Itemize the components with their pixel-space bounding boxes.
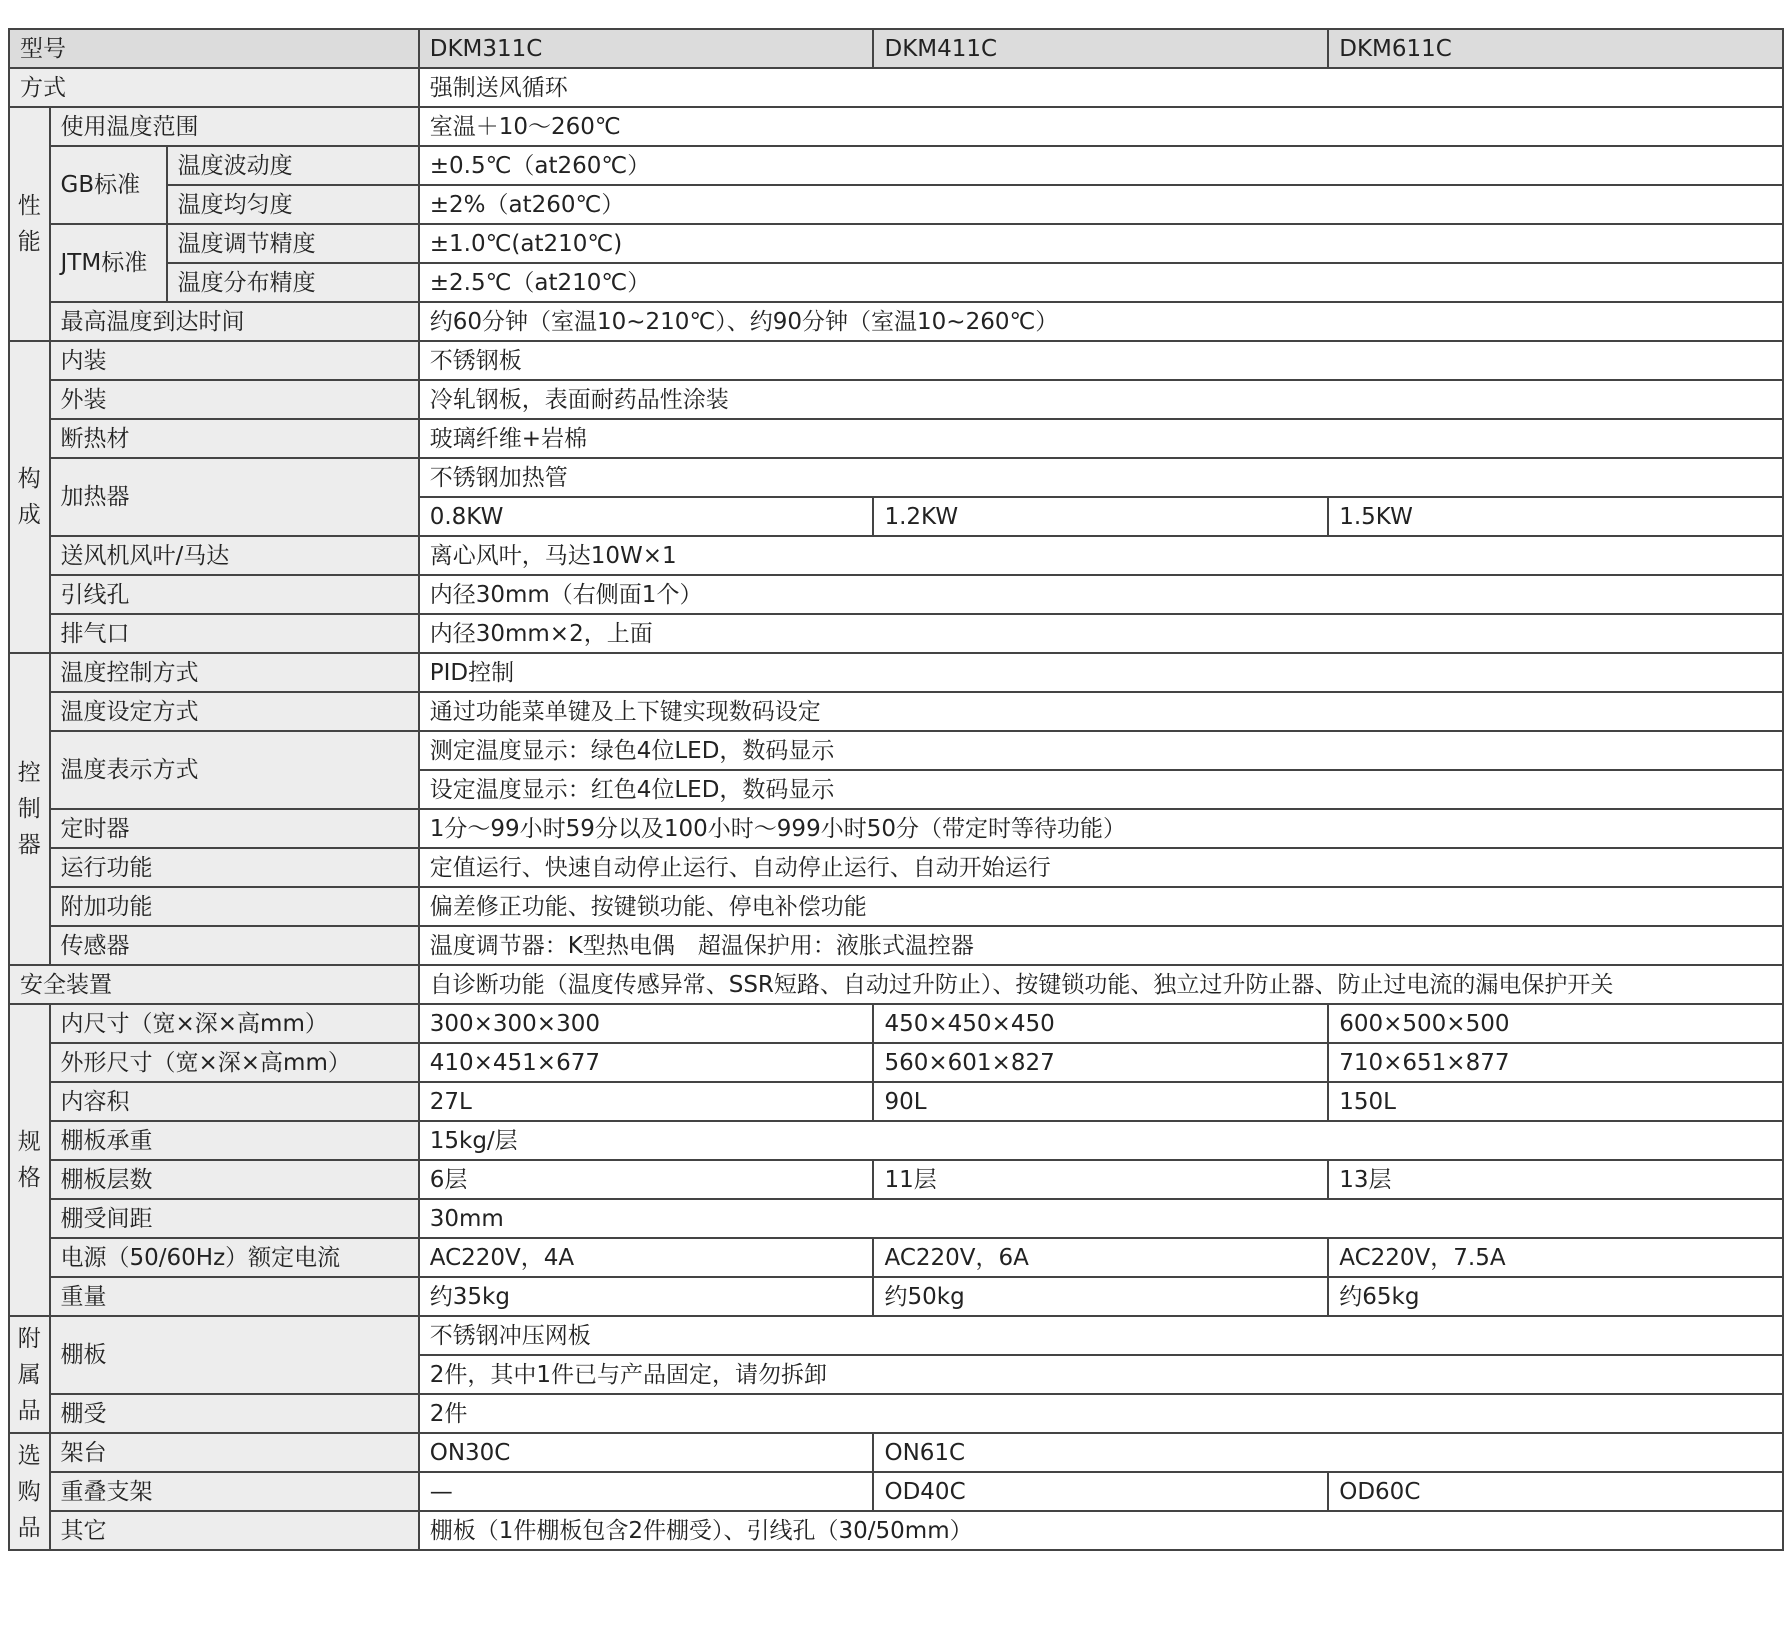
row-value: 内径30mm（右侧面1个） <box>419 575 1783 614</box>
row-value: 300×300×300 <box>419 1004 874 1043</box>
row-label: 电源（50/60Hz）额定电流 <box>50 1238 419 1277</box>
row-value: ON61C <box>873 1433 1783 1472</box>
row-label: 棚受 <box>50 1394 419 1433</box>
row-label: 温度控制方式 <box>50 653 419 692</box>
row-label: 方式 <box>9 68 419 107</box>
table-row <box>9 107 1783 146</box>
row-value: 不锈钢板 <box>419 341 1783 380</box>
row-value: 410×451×677 <box>419 1043 874 1082</box>
table-row <box>9 653 1783 692</box>
table-row <box>9 848 1783 887</box>
row-value: 约60分钟（室温10~210℃）、约90分钟（室温10~260℃） <box>419 302 1783 341</box>
table-row <box>9 302 1783 341</box>
row-value: 冷轧钢板，表面耐药品性涂装 <box>419 380 1783 419</box>
row-value: 2件 <box>419 1394 1783 1433</box>
row-value: 15kg/层 <box>419 1121 1783 1160</box>
row-label: 附加功能 <box>50 887 419 926</box>
table-row <box>9 887 1783 926</box>
row-value: OD40C <box>873 1472 1328 1511</box>
group-construction: 构成 <box>9 341 50 653</box>
table-row <box>9 692 1783 731</box>
row-value: 150L <box>1328 1082 1783 1121</box>
row-value: 1.5KW <box>1328 497 1783 536</box>
model-3: DKM611C <box>1328 29 1783 68</box>
row-value: 27L <box>419 1082 874 1121</box>
row-value: ON30C <box>419 1433 874 1472</box>
row-value: 6层 <box>419 1160 874 1199</box>
row-label: 棚板 <box>50 1316 419 1394</box>
table-row <box>9 380 1783 419</box>
table-row <box>9 809 1783 848</box>
row-value: 约65kg <box>1328 1277 1783 1316</box>
row-value: 710×651×877 <box>1328 1043 1783 1082</box>
group-performance: 性能 <box>9 107 50 341</box>
row-value: 通过功能菜单键及上下键实现数码设定 <box>419 692 1783 731</box>
row-value: 温度调节器：K型热电偶 超温保护用：液胀式温控器 <box>419 926 1783 965</box>
group-controller: 控制器 <box>9 653 50 965</box>
row-value: ±2.5℃（at210℃） <box>419 263 1783 302</box>
table-row <box>9 458 1783 497</box>
row-value: 离心风叶，马达10W×1 <box>419 536 1783 575</box>
row-label: 温度均匀度 <box>167 185 419 224</box>
row-value: PID控制 <box>419 653 1783 692</box>
row-label: 架台 <box>50 1433 419 1472</box>
table-row <box>9 1511 1783 1550</box>
row-label: 加热器 <box>50 458 419 536</box>
row-value: 11层 <box>873 1160 1328 1199</box>
row-label: 内尺寸（宽×深×高mm） <box>50 1004 419 1043</box>
table-row <box>9 146 1783 185</box>
table-row <box>9 926 1783 965</box>
row-label: 内装 <box>50 341 419 380</box>
row-value: 450×450×450 <box>873 1004 1328 1043</box>
row-label: 棚受间距 <box>50 1199 419 1238</box>
row-value: 560×601×827 <box>873 1043 1328 1082</box>
row-value: ±0.5℃（at260℃） <box>419 146 1783 185</box>
row-label: 使用温度范围 <box>50 107 419 146</box>
row-value: 0.8KW <box>419 497 874 536</box>
table-row <box>9 419 1783 458</box>
row-value: 棚板（1件棚板包含2件棚受）、引线孔（30/50mm） <box>419 1511 1783 1550</box>
row-label: 安全装置 <box>9 965 419 1004</box>
table-row <box>9 731 1783 770</box>
row-label: 送风机风叶/马达 <box>50 536 419 575</box>
table-row <box>9 1472 1783 1511</box>
row-value: AC220V，4A <box>419 1238 874 1277</box>
row-label: 棚板层数 <box>50 1160 419 1199</box>
row-label: 定时器 <box>50 809 419 848</box>
row-value: 90L <box>873 1082 1328 1121</box>
row-value: AC220V，6A <box>873 1238 1328 1277</box>
table-row <box>9 536 1783 575</box>
spec-table <box>8 28 1784 1551</box>
table-row <box>9 1316 1783 1355</box>
table-row <box>9 965 1783 1004</box>
model-1: DKM311C <box>419 29 874 68</box>
row-label: 温度调节精度 <box>167 224 419 263</box>
table-row <box>9 185 1783 224</box>
row-label: 外形尺寸（宽×深×高mm） <box>50 1043 419 1082</box>
table-row <box>9 1199 1783 1238</box>
row-label: 内容积 <box>50 1082 419 1121</box>
group-specs: 规格 <box>9 1004 50 1316</box>
row-label: 温度表示方式 <box>50 731 419 809</box>
table-row <box>9 575 1783 614</box>
row-value: 定值运行、快速自动停止运行、自动停止运行、自动开始运行 <box>419 848 1783 887</box>
row-label: 重叠支架 <box>50 1472 419 1511</box>
row-value: 玻璃纤维+岩棉 <box>419 419 1783 458</box>
row-label: 重量 <box>50 1277 419 1316</box>
header-row <box>9 29 1783 68</box>
row-value: 13层 <box>1328 1160 1783 1199</box>
row-value: 600×500×500 <box>1328 1004 1783 1043</box>
row-value: — <box>419 1472 874 1511</box>
table-row <box>9 224 1783 263</box>
row-value: ±2%（at260℃） <box>419 185 1783 224</box>
row-value: OD60C <box>1328 1472 1783 1511</box>
row-value: 2件，其中1件已与产品固定，请勿拆卸 <box>419 1355 1783 1394</box>
row-label: 温度波动度 <box>167 146 419 185</box>
subgroup-jtm: JTM标准 <box>50 224 167 302</box>
model-2: DKM411C <box>873 29 1328 68</box>
table-row <box>9 1004 1783 1043</box>
table-row <box>9 68 1783 107</box>
table-row <box>9 263 1783 302</box>
subgroup-gb: GB标准 <box>50 146 167 224</box>
row-value: 1.2KW <box>873 497 1328 536</box>
row-value: 自诊断功能（温度传感异常、SSR短路、自动过升防止）、按键锁功能、独立过升防止器、防止过电流的漏电保护开关 <box>419 965 1783 1004</box>
table-row <box>9 1238 1783 1277</box>
row-value: 偏差修正功能、按键锁功能、停电补偿功能 <box>419 887 1783 926</box>
row-label: 棚板承重 <box>50 1121 419 1160</box>
row-label: 运行功能 <box>50 848 419 887</box>
table-row <box>9 1082 1783 1121</box>
row-value: 30mm <box>419 1199 1783 1238</box>
table-row <box>9 614 1783 653</box>
table-row <box>9 1277 1783 1316</box>
row-value: 室温＋10～260℃ <box>419 107 1783 146</box>
row-value: 1分～99小时59分以及100小时～999小时50分（带定时等待功能） <box>419 809 1783 848</box>
row-label: 断热材 <box>50 419 419 458</box>
table-row <box>9 1121 1783 1160</box>
row-label: 温度分布精度 <box>167 263 419 302</box>
row-value: 不锈钢加热管 <box>419 458 1783 497</box>
group-options: 选购品 <box>9 1433 50 1550</box>
row-value: ±1.0℃(at210℃) <box>419 224 1783 263</box>
row-value: 强制送风循环 <box>419 68 1783 107</box>
row-label: 引线孔 <box>50 575 419 614</box>
row-value: 不锈钢冲压网板 <box>419 1316 1783 1355</box>
row-label: 排气口 <box>50 614 419 653</box>
table-row <box>9 1160 1783 1199</box>
row-value: 设定温度显示：红色4位LED，数码显示 <box>419 770 1783 809</box>
row-label: 最高温度到达时间 <box>50 302 419 341</box>
row-value: 约50kg <box>873 1277 1328 1316</box>
row-label: 传感器 <box>50 926 419 965</box>
model-header-label: 型号 <box>9 29 419 68</box>
group-accessories: 附属品 <box>9 1316 50 1433</box>
row-value: 测定温度显示：绿色4位LED，数码显示 <box>419 731 1783 770</box>
row-label: 温度设定方式 <box>50 692 419 731</box>
row-value: AC220V，7.5A <box>1328 1238 1783 1277</box>
table-row <box>9 341 1783 380</box>
row-value: 约35kg <box>419 1277 874 1316</box>
table-row <box>9 1043 1783 1082</box>
table-row <box>9 1394 1783 1433</box>
row-value: 内径30mm×2，上面 <box>419 614 1783 653</box>
table-row <box>9 1433 1783 1472</box>
row-label: 其它 <box>50 1511 419 1550</box>
row-label: 外装 <box>50 380 419 419</box>
